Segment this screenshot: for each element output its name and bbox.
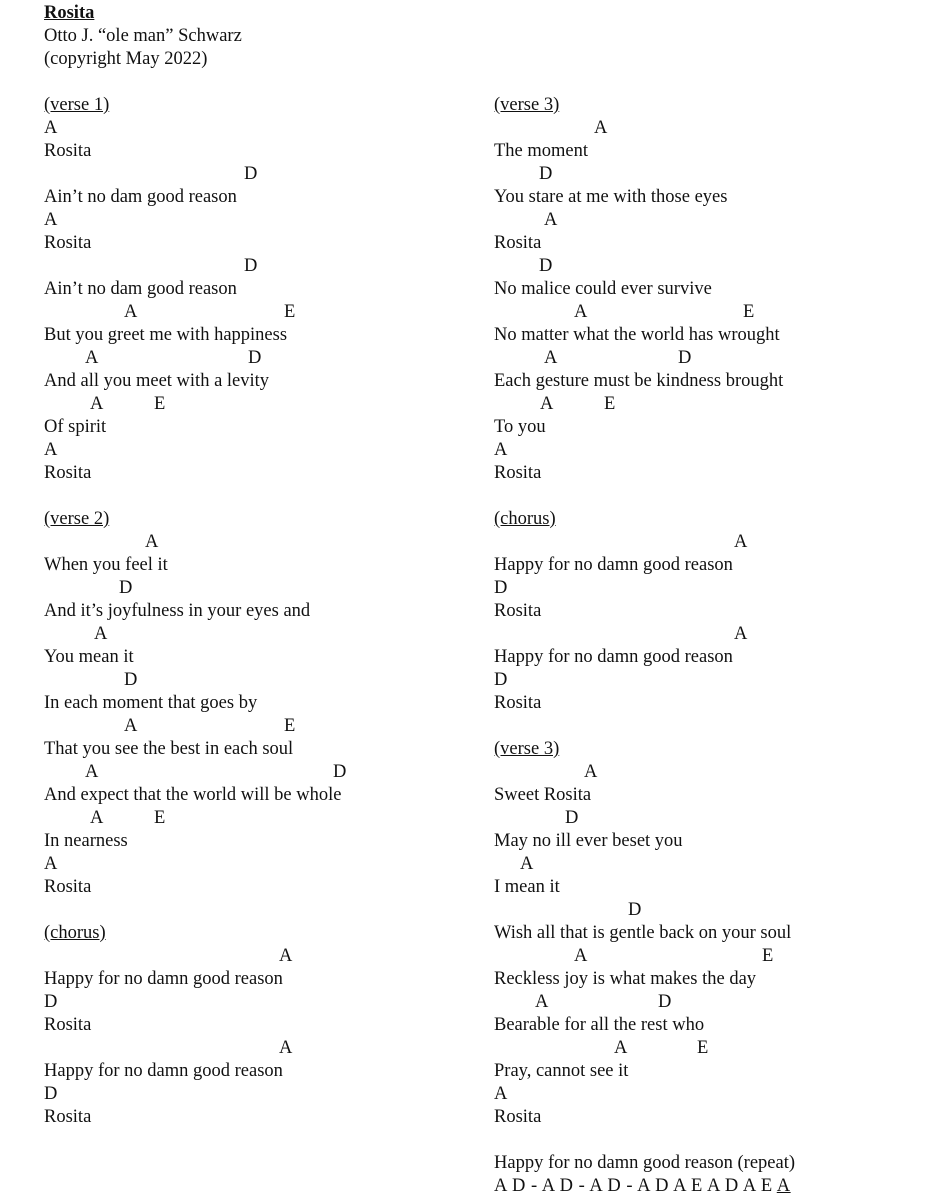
song-copyright: (copyright May 2022) [44, 49, 208, 69]
lyric-line: Sweet Rosita [494, 785, 592, 805]
chord: D [539, 256, 553, 276]
lyric-line: You stare at me with those eyes [494, 187, 728, 207]
chord: E [743, 302, 755, 322]
lyric-line: Rosita [494, 601, 542, 621]
chord-line [44, 991, 474, 1014]
lyric-line: You mean it [44, 647, 134, 667]
chord: A [574, 302, 588, 322]
chord: D [565, 808, 579, 828]
chord: D [494, 578, 508, 598]
chord: A [594, 118, 608, 138]
lyric-line: Happy for no damn good reason [494, 555, 733, 575]
lyric-line: Rosita [494, 1107, 542, 1127]
chord: D [248, 348, 262, 368]
chord-line [494, 163, 919, 186]
section-spacer [494, 715, 919, 738]
chord: A [540, 394, 554, 414]
chord: A [85, 762, 99, 782]
chord-line [494, 853, 919, 876]
chord: E [154, 808, 166, 828]
chord-line [44, 807, 474, 830]
chord-line [494, 761, 919, 784]
chord-line [44, 301, 474, 324]
chord: E [284, 716, 296, 736]
outro-line: Happy for no damn good reason (repeat) [494, 1153, 796, 1173]
lyric-line: Bearable for all the rest who [494, 1015, 705, 1035]
outro-chord-sequence [494, 1175, 919, 1198]
chord-line [44, 1083, 474, 1106]
chord: D [494, 670, 508, 690]
chord: D [244, 256, 258, 276]
chord-line [44, 209, 474, 232]
chord-line [494, 1037, 919, 1060]
final-chord: A [776, 1176, 791, 1196]
section-spacer [494, 1129, 919, 1152]
chord-line [44, 117, 474, 140]
chord-line [494, 255, 919, 278]
chord-line [44, 439, 474, 462]
chord: A [614, 1038, 628, 1058]
lyric-line: In nearness [44, 831, 128, 851]
lyric-line: Happy for no damn good reason [44, 1061, 283, 1081]
chord: A [44, 210, 58, 230]
lyric-line: Rosita [494, 693, 542, 713]
chord: A [535, 992, 549, 1012]
section-label-chorus: (chorus) [494, 509, 556, 529]
chord-line [44, 669, 474, 692]
chord: E [154, 394, 166, 414]
chord: A [145, 532, 159, 552]
lyric-line: But you greet me with happiness [44, 325, 288, 345]
chord-line [44, 853, 474, 876]
section-spacer [44, 899, 474, 922]
chord: E [762, 946, 774, 966]
chord-line [44, 577, 474, 600]
chord: A [520, 854, 534, 874]
chord: A [494, 440, 508, 460]
chord: A [544, 210, 558, 230]
chord: A [279, 1038, 293, 1058]
chord: E [604, 394, 616, 414]
song-author: Otto J. “ole man” Schwarz [44, 26, 242, 46]
lyric-line: Rosita [44, 877, 92, 897]
lyric-line: And all you meet with a levity [44, 371, 270, 391]
chord: D [44, 1084, 58, 1104]
chord: A [94, 624, 108, 644]
chord: D [119, 578, 133, 598]
chord: A [44, 118, 58, 138]
lyric-line: No matter what the world has wrought [494, 325, 780, 345]
chord: A [44, 854, 58, 874]
lyric-line: Rosita [44, 141, 92, 161]
lyric-line: Ain’t no dam good reason [44, 187, 237, 207]
section-label-chorus: (chorus) [44, 923, 106, 943]
chord: A [90, 808, 104, 828]
chord: E [284, 302, 296, 322]
chord: A [574, 946, 588, 966]
chord: A [124, 716, 138, 736]
lyric-line: Wish all that is gentle back on your soul [494, 923, 792, 943]
chord: A [124, 302, 138, 322]
lyric-line: Pray, cannot see it [494, 1061, 629, 1081]
lyric-line: Reckless joy is what makes the day [494, 969, 757, 989]
chord-line [44, 715, 474, 738]
chord: D [628, 900, 642, 920]
lyric-line: Rosita [44, 1107, 92, 1127]
chord: D [678, 348, 692, 368]
chord-line [44, 163, 474, 186]
chord-line [44, 347, 474, 370]
chord-line [44, 945, 474, 968]
chord-line [494, 209, 919, 232]
lyric-line: That you see the best in each soul [44, 739, 294, 759]
lyric-line: And expect that the world will be whole [44, 785, 342, 805]
lyric-line: Rosita [44, 463, 92, 483]
lyric-line: I mean it [494, 877, 560, 897]
lyric-line: Rosita [44, 233, 92, 253]
chord-line [494, 991, 919, 1014]
lyric-line: Ain’t no dam good reason [44, 279, 237, 299]
chord-line [494, 1083, 919, 1106]
chord-line [494, 669, 919, 692]
section-label-verse-3: (verse 3) [494, 95, 560, 115]
left-column [44, 94, 474, 1129]
chord: D [44, 992, 58, 1012]
chord: A [85, 348, 99, 368]
lyric-line: Rosita [44, 1015, 92, 1035]
lyric-line: No malice could ever survive [494, 279, 712, 299]
chord: D [658, 992, 672, 1012]
chord: D [244, 164, 258, 184]
chord-line [494, 117, 919, 140]
section-spacer [494, 485, 919, 508]
chord-line [494, 347, 919, 370]
chord-line [494, 577, 919, 600]
chord-line [44, 255, 474, 278]
chord: A [44, 440, 58, 460]
lyric-line: Happy for no damn good reason [44, 969, 283, 989]
section-label-verse-1: (verse 1) [44, 95, 110, 115]
lyric-line: Each gesture must be kindness brought [494, 371, 784, 391]
lyric-line: To you [494, 417, 546, 437]
lyric-line: Of spirit [44, 417, 107, 437]
chord-line [494, 945, 919, 968]
chord-line [494, 301, 919, 324]
chord: D [124, 670, 138, 690]
chord: E [697, 1038, 709, 1058]
section-label-verse-3b: (verse 3) [494, 739, 560, 759]
chord: A [544, 348, 558, 368]
chord-line [44, 1037, 474, 1060]
chord: D [539, 164, 553, 184]
chord: A [494, 1084, 508, 1104]
section-label-verse-2: (verse 2) [44, 509, 110, 529]
chord: A [584, 762, 598, 782]
chord: D [333, 762, 347, 782]
lyric-line: In each moment that goes by [44, 693, 258, 713]
chord-line [494, 623, 919, 646]
chord-line [494, 439, 919, 462]
lyric-line: Rosita [494, 233, 542, 253]
section-spacer [44, 485, 474, 508]
lyric-line: When you feel it [44, 555, 168, 575]
lyric-line: The moment [494, 141, 589, 161]
lyric-line: And it’s joyfulness in your eyes and [44, 601, 311, 621]
lyric-line: Happy for no damn good reason [494, 647, 733, 667]
chord-line [494, 807, 919, 830]
chord-line [494, 531, 919, 554]
chord: A [734, 624, 748, 644]
chord-line [44, 623, 474, 646]
chord-sequence: A D - A D - A D - A D A E A D A E [494, 1176, 773, 1196]
right-column [494, 94, 919, 1198]
chord-line [44, 393, 474, 416]
chord-line [494, 393, 919, 416]
chord-line [44, 531, 474, 554]
chord-line [44, 761, 474, 784]
lyric-line: Rosita [494, 463, 542, 483]
song-title: Rosita [44, 3, 95, 23]
chord-line [494, 899, 919, 922]
chord: A [734, 532, 748, 552]
lyric-line: May no ill ever beset you [494, 831, 683, 851]
chord: A [279, 946, 293, 966]
song-header [44, 2, 242, 71]
chord: A [90, 394, 104, 414]
